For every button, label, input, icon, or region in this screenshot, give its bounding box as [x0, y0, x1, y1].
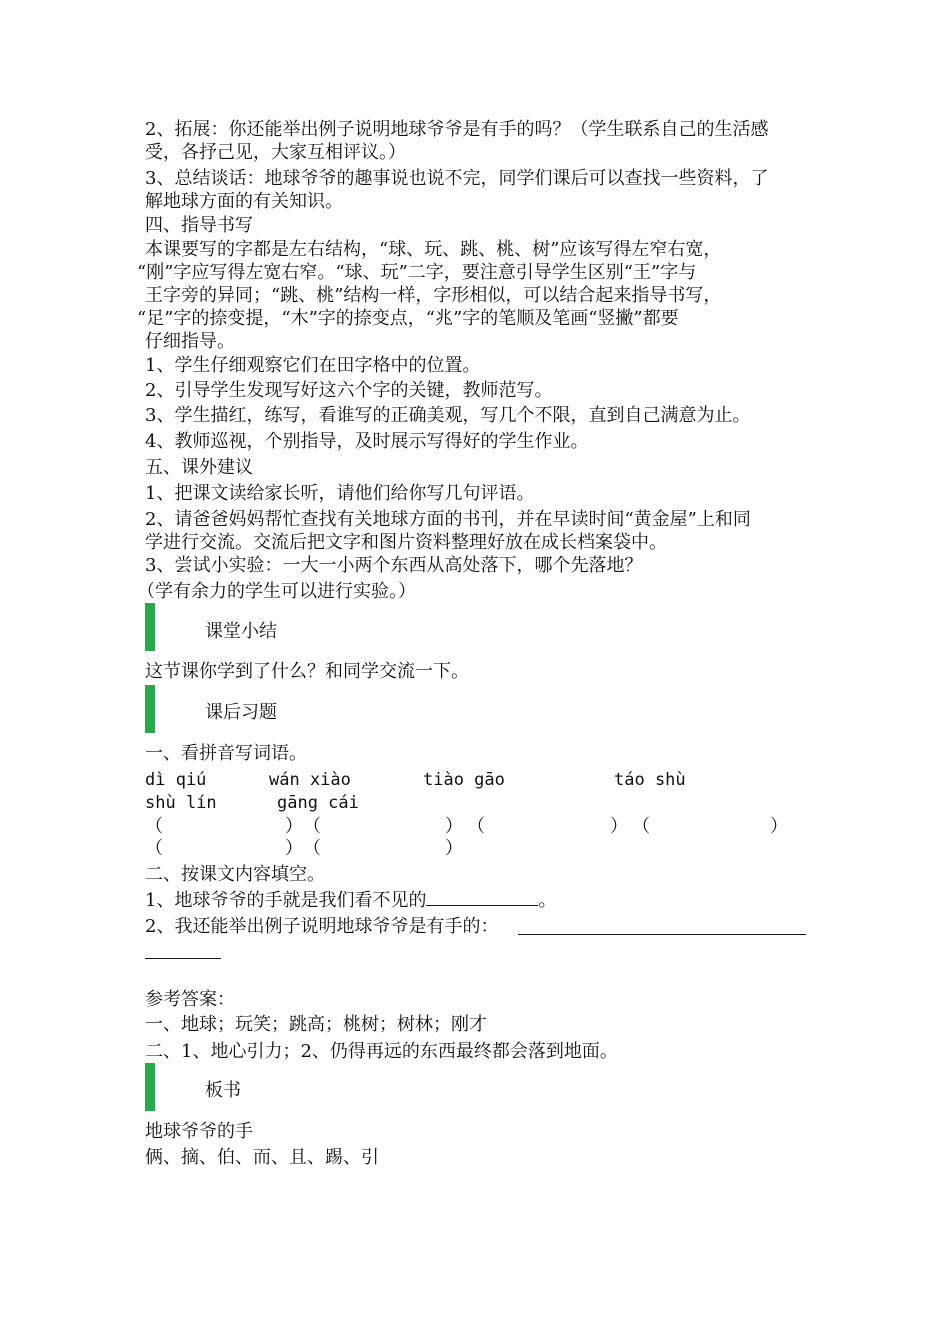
answers-title: 参考答案：	[145, 989, 235, 1010]
section-marker-bar	[145, 1063, 155, 1111]
answer-bracket-close: ）	[610, 816, 628, 837]
answer-line: 一、地球；玩笑；跳高；桃树；树林；刚才	[145, 1014, 487, 1035]
answer-bracket-open: （	[303, 816, 321, 837]
exercise-question-1: 一、看拼音写词语。	[145, 743, 307, 764]
paragraph-line: 3、学生描红，练写，看谁写的正确美观，写几个不限，直到自己满意为止。	[145, 405, 751, 426]
paragraph-line: 王字旁的异同；“跳、桃”结构一样，字形相似，可以结合起来指导书写，	[145, 285, 722, 306]
paragraph-line: 2、请爸爸妈妈帮忙查找有关地球方面的书刊，并在早读时间“黄金屋”上和同	[145, 509, 751, 530]
pinyin-word: táo shù	[614, 770, 686, 790]
answer-bracket-close: ）	[445, 816, 463, 837]
paragraph-line: 4、教师巡视，个别指导，及时展示写得好的学生作业。	[145, 431, 589, 452]
paragraph-line: 受，各抒己见，大家互相评议。）	[145, 142, 406, 163]
paragraph-line: （学有余力的学生可以进行实验。）	[137, 581, 416, 602]
paragraph-line: 仔细指导。	[145, 331, 235, 352]
section-marker-bar	[145, 603, 155, 651]
pinyin-word: wán xiào	[269, 770, 351, 790]
fill-blank-line	[145, 887, 556, 914]
fill-blank-underline-continued[interactable]	[145, 936, 221, 959]
paragraph-line: 1、学生仔细观察它们在田字格中的位置。	[145, 355, 481, 376]
answer-bracket-open: （	[632, 816, 650, 837]
paragraph-line: 1、把课文读给家长听，请他们给你写几句评语。	[145, 483, 535, 504]
board-section-title: 板书	[205, 1080, 241, 1101]
answer-bracket-open: （	[145, 816, 163, 837]
fill-blank-underline[interactable]	[426, 887, 538, 906]
answer-bracket-open: （	[145, 838, 163, 859]
pinyin-word: tiào gāo	[423, 770, 505, 790]
paragraph-line: 本课要写的字都是左右结构，“球、玩、跳、桃、树”应该写得左窄右宽，	[145, 239, 722, 260]
fill-blank-end: 。	[538, 890, 557, 911]
pinyin-word: dì qiú	[145, 770, 207, 790]
fill-blank-prompt: 1、地球爷爷的手就是我们看不见的	[145, 890, 427, 911]
exercise-section-title: 课后习题	[205, 702, 277, 723]
answer-bracket-close: ）	[445, 838, 463, 859]
answer-bracket-close: ）	[285, 816, 303, 837]
answer-bracket-open: （	[303, 838, 321, 859]
pinyin-word: gāng cái	[277, 793, 359, 813]
board-line: 俩、摘、伯、而、且、踢、引	[145, 1147, 379, 1168]
paragraph-line: 学进行交流。交流后把文字和图片资料整理好放在成长档案袋中。	[145, 532, 667, 553]
answer-line: 二、1、地心引力；2、仍得再远的东西最终都会落到地面。	[145, 1041, 618, 1062]
paragraph-line: “刚”字应写得左宽右窄。“球、玩”二字，要注意引导学生区别“王”字与	[137, 262, 697, 283]
board-line: 地球爷爷的手	[145, 1121, 253, 1142]
paragraph-line: 2、引导学生发现写好这六个字的关键，教师范写。	[145, 380, 553, 401]
paragraph-line: 2、拓展：你还能举出例子说明地球爷爷是有手的吗？（学生联系自己的生活感	[145, 119, 769, 140]
answer-bracket-close: ）	[285, 838, 303, 859]
exercise-question-2: 二、按课文内容填空。	[145, 864, 325, 885]
summary-section-title: 课堂小结	[205, 621, 277, 642]
paragraph-line: 3、总结谈话：地球爷爷的趣事说也说不完，同学们课后可以查找一些资料，了	[145, 168, 769, 189]
paragraph-line: “足”字的捺变提，“木”字的捺变点，“兆”字的笔顺及笔画“竖撇”都要	[137, 308, 679, 329]
answer-bracket-close: ）	[770, 816, 788, 837]
fill-blank-prompt-2: 2、我还能举出例子说明地球爷爷是有手的：	[145, 916, 499, 937]
section-marker-bar	[145, 685, 155, 733]
pinyin-word: shù lín	[145, 793, 217, 813]
fill-blank-underline[interactable]	[518, 910, 806, 935]
answer-bracket-open: （	[467, 816, 485, 837]
paragraph-line: 3、尝试小实验：一大一小两个东西从高处落下，哪个先落地？	[145, 555, 643, 576]
section-heading: 四、指导书写	[145, 215, 253, 236]
section-heading: 五、课外建议	[145, 457, 253, 478]
summary-text: 这节课你学到了什么？和同学交流一下。	[145, 661, 469, 682]
paragraph-line: 解地球方面的有关知识。	[145, 191, 343, 212]
